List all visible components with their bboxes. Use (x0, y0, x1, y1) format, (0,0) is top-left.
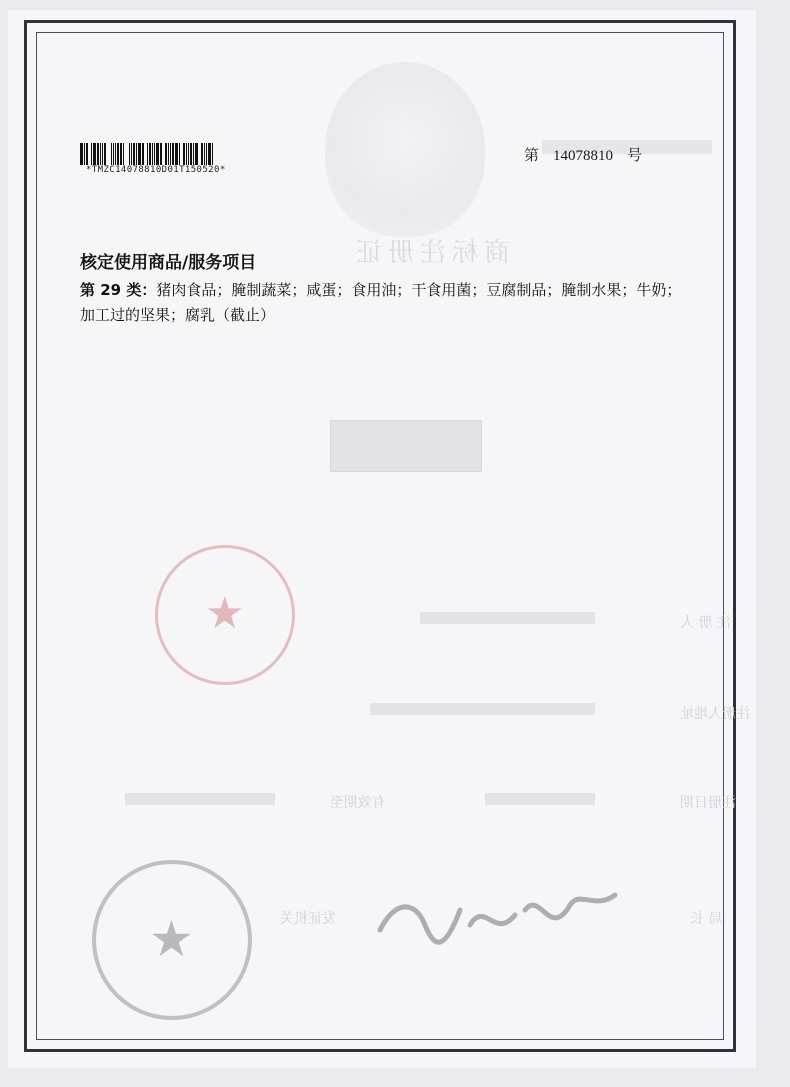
barcode-bar (91, 143, 92, 165)
barcode-bar (145, 143, 146, 165)
official-seal-gray (92, 860, 252, 1020)
barcode-bar (129, 143, 130, 165)
barcode-bar (89, 143, 90, 165)
star-icon: ★ (205, 588, 245, 639)
certificate-number-value: 14078810 (553, 148, 614, 164)
barcode-bar (138, 143, 141, 165)
reverse-side-title-showthrough: 商标注册证 (350, 238, 511, 268)
barcode-bar (201, 143, 203, 165)
barcode-bar (175, 143, 178, 165)
barcode-bar (193, 143, 194, 165)
barcode-bar (86, 143, 88, 165)
certificate-number-prefix: 第 (524, 148, 540, 164)
barcode-bar (152, 143, 153, 165)
certificate-number (524, 144, 642, 165)
barcode-bar (170, 143, 171, 165)
reverse-field-showthrough: 注 册 人 (680, 615, 731, 631)
barcode-bar (149, 143, 151, 165)
barcode-bar (120, 143, 122, 165)
reverse-value-showthrough (485, 793, 595, 805)
barcode-bar (179, 143, 180, 165)
barcode-bar (156, 143, 159, 165)
barcode-bar (113, 143, 114, 165)
barcode-bar (186, 143, 187, 165)
goods-items-text: 猪肉食品；腌制蔬菜；咸蛋；食用油；干食用菌；豆腐制品；腌制水果；牛奶；加工过的坚果；腐乳（截止） (80, 281, 682, 324)
reverse-field-showthrough: 局 长 (690, 911, 723, 927)
barcode-bar (208, 143, 211, 165)
reverse-value-showthrough (125, 793, 275, 805)
barcode-bar (212, 143, 213, 165)
barcode-bar (107, 143, 110, 165)
barcode-bar (136, 143, 137, 165)
barcode-bar (172, 143, 174, 165)
barcode-bar (163, 143, 164, 165)
official-seal-red (155, 545, 295, 685)
barcode-bar (181, 143, 182, 165)
barcode-bar (131, 143, 132, 165)
barcode-text: *TMZC14078810D01T150520* (86, 165, 226, 175)
barcode-bar (104, 143, 106, 165)
reverse-value-showthrough (370, 703, 595, 715)
barcode-bar (199, 143, 200, 165)
barcode-bar (206, 143, 207, 165)
barcode-bar (117, 143, 119, 165)
goods-list (80, 278, 690, 328)
barcode-bar (102, 143, 103, 165)
barcode-bar (204, 143, 205, 165)
barcode-bar (165, 143, 167, 165)
barcode-bar (125, 143, 128, 165)
national-emblem-showthrough (325, 62, 485, 237)
barcode-bar (142, 143, 144, 165)
barcode-bar (115, 143, 116, 165)
barcode-bar (160, 143, 162, 165)
barcode (80, 143, 258, 165)
barcode-bar (84, 143, 85, 165)
goods-class-label: 第 29 类： (80, 281, 157, 299)
barcode-bar (80, 143, 83, 165)
barcode-bar (168, 143, 169, 165)
reverse-field-showthrough: 发证机关 (280, 911, 336, 927)
director-signature (375, 870, 625, 960)
barcode-bar (147, 143, 148, 165)
barcode-bar (188, 143, 189, 165)
barcode-bar (123, 143, 124, 165)
barcode-bar (93, 143, 96, 165)
reverse-side-mark-showthrough (330, 420, 482, 472)
reverse-field-showthrough: 注册日期 (680, 795, 736, 811)
barcode-bar (195, 143, 198, 165)
reverse-value-showthrough (420, 612, 595, 624)
barcode-bar (183, 143, 185, 165)
section-title: 核定使用商品/服务项目 (80, 253, 257, 273)
barcode-bar (190, 143, 192, 165)
barcode-bar (111, 143, 112, 165)
barcode-bar (154, 143, 155, 165)
barcode-bar (100, 143, 101, 165)
certificate-number-suffix: 号 (627, 148, 643, 164)
star-icon: ★ (149, 910, 194, 968)
reverse-field-showthrough: 注册人地址 (680, 706, 750, 722)
reverse-field-showthrough: 有效期至 (330, 795, 386, 811)
barcode-bar (133, 143, 135, 165)
barcode-bar (97, 143, 99, 165)
